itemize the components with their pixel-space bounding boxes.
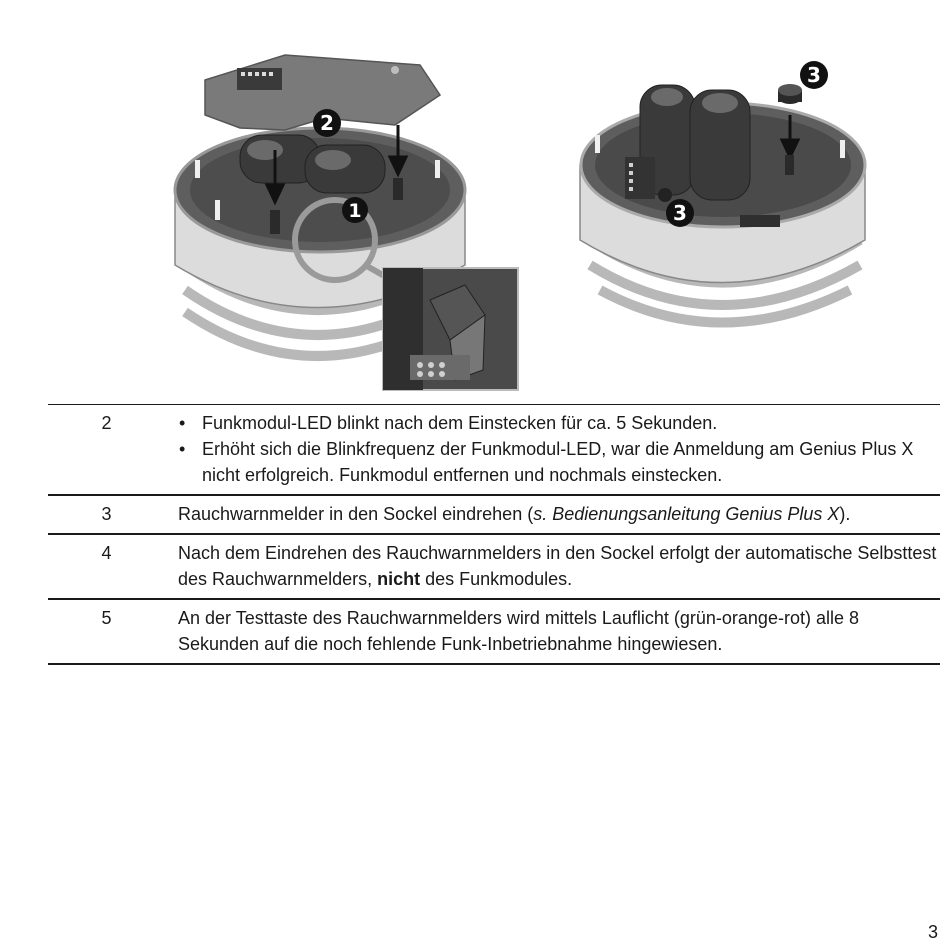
- list-item: • Funkmodul-LED blinkt nach dem Einstecken für ca. 5 Sekunden.: [178, 410, 938, 436]
- steps-table: [48, 404, 940, 665]
- step-number: 5: [101, 608, 112, 628]
- module-insert-illustration: [165, 50, 525, 395]
- table-row: [48, 405, 940, 496]
- callout-3-bottom: 3: [673, 201, 687, 225]
- page-number: 3: [927, 922, 938, 942]
- step-text: An der Testtaste des Rauchwarnmelders wird mittels Lauflicht (grün-orange-rot) alle 8 Sekunden auf die noch fehlende Funk-Inbetriebnahme hingewiesen.: [178, 608, 859, 654]
- callout-3-top: 3: [807, 63, 821, 87]
- table-row: [48, 495, 940, 534]
- step-number: 4: [101, 543, 112, 563]
- step-text-part: Nach dem Eindrehen des Rauchwarnmelders in den Sockel erfolgt der automatische Selbsttest des Rauchwarnmelders,: [178, 543, 937, 589]
- step-text: [170, 405, 940, 496]
- battery-insert-illustration: [575, 55, 875, 345]
- bullet-list: [178, 410, 938, 488]
- table-row: [48, 534, 940, 599]
- step-text-italic: s. Bedienungsanleitung Genius Plus X: [533, 504, 840, 524]
- step-number: 2: [101, 413, 112, 433]
- step-text-part: Rauchwarnmelder in den Sockel eindrehen (: [178, 504, 534, 524]
- callout-1: 1: [348, 200, 362, 222]
- step-text: [170, 534, 940, 599]
- list-item: • Erhöht sich die Blinkfrequenz der Funkmodul-LED, war die Anmeldung am Genius Plus X nicht erfolgreich. Funkmodul entfernen und nochmals einstecken.: [178, 436, 938, 488]
- step-text-part: ).: [839, 504, 851, 524]
- figure-area: [0, 0, 950, 400]
- table-row: [48, 599, 940, 664]
- callout-2: 2: [320, 111, 334, 135]
- step-number: 3: [101, 504, 112, 524]
- step-text-bold: nicht: [377, 569, 421, 589]
- detail-magnifier: [383, 268, 518, 390]
- step-text-part: des Funkmodules.: [420, 569, 573, 589]
- step-text: [170, 495, 940, 534]
